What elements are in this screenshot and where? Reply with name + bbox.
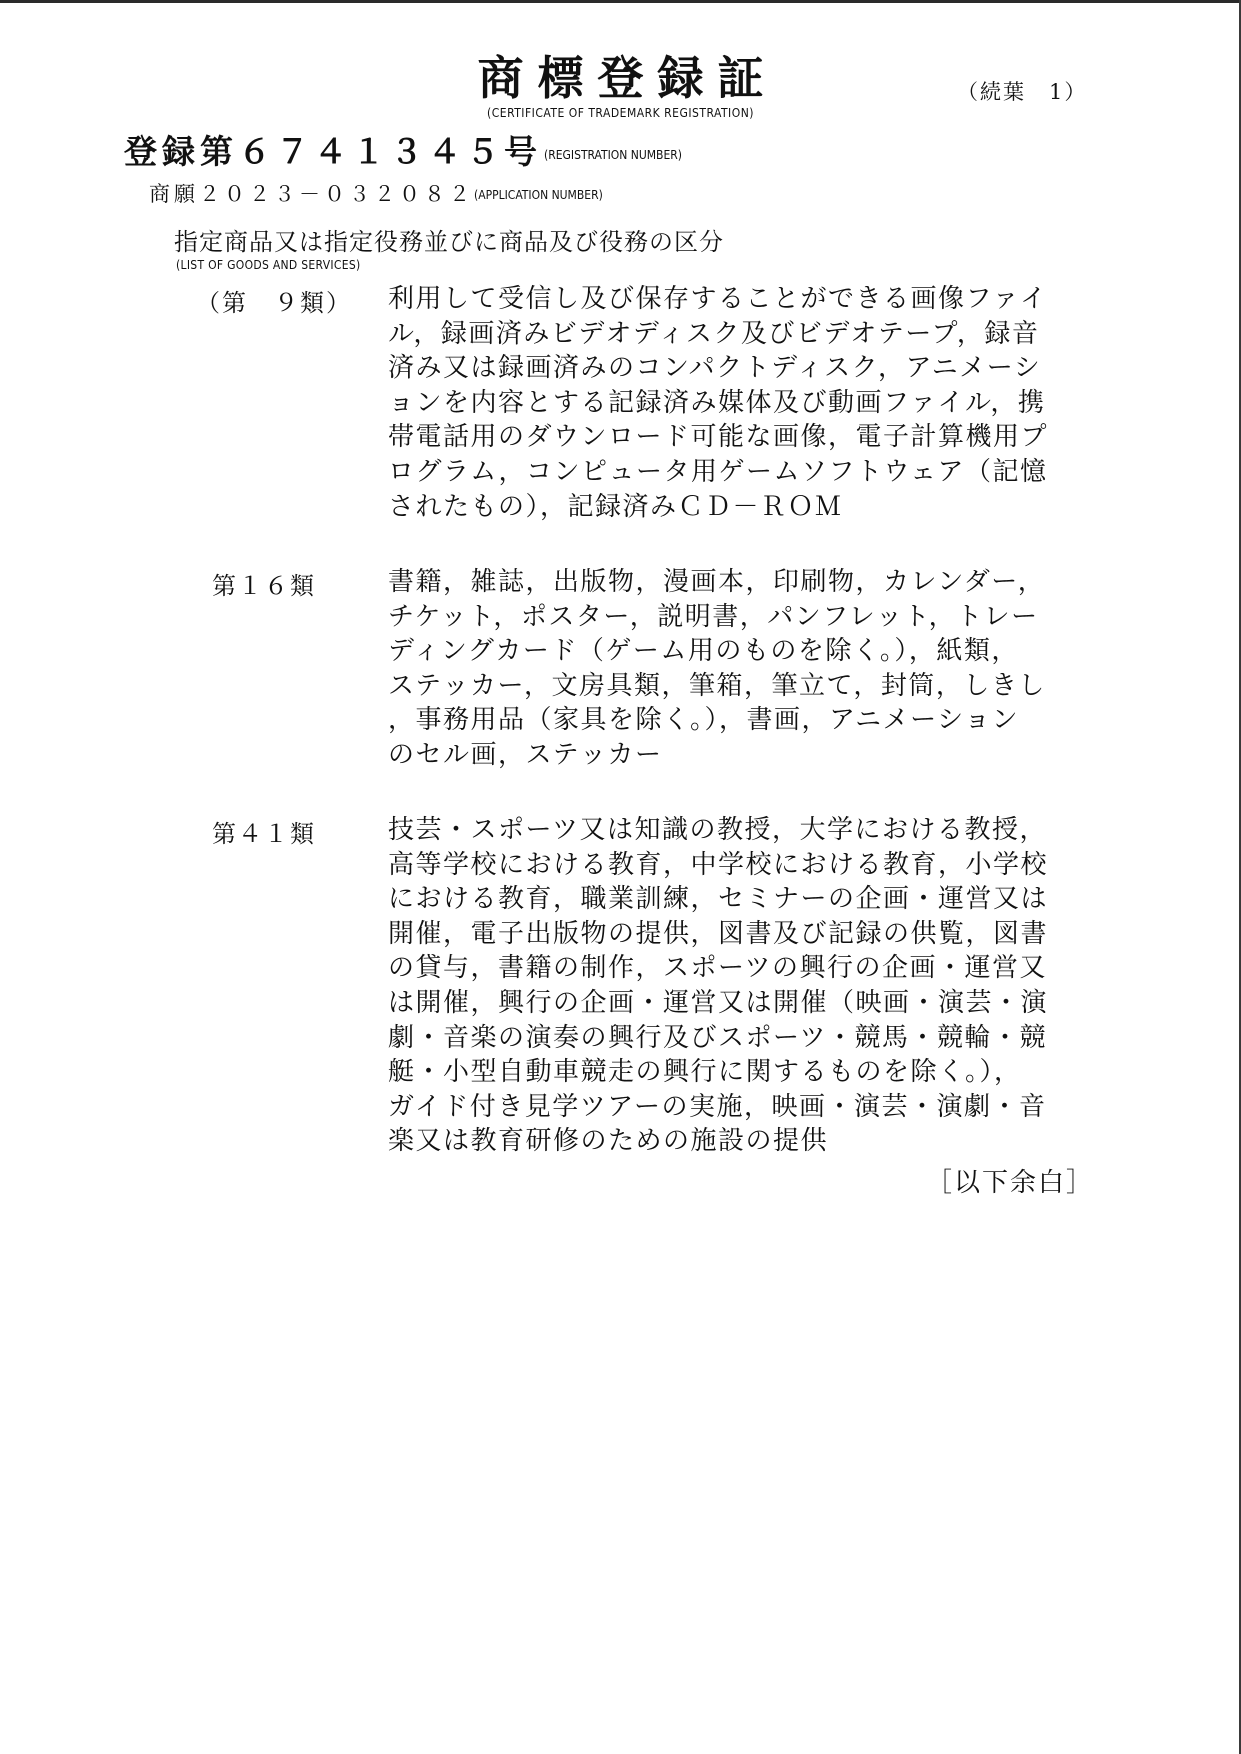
class-41-line: 高等学校における教育，中学校における教育，小学校 (388, 849, 1049, 880)
page-edge-top (0, 0, 1241, 3)
goods-services-heading-en: (LIST OF GOODS AND SERVICES) (176, 258, 361, 272)
class-41-line: ガイド付き見学ツアーの実施，映画・演芸・演劇・音 (388, 1091, 1047, 1122)
class-9-line: 済み又は録画済みのコンパクトディスク，アニメーシ (388, 353, 1042, 384)
class-41-line: 劇・音楽の演奏の興行及びスポーツ・競馬・競輪・競 (388, 1022, 1047, 1053)
class-41-line: の貸与，書籍の制作，スポーツの興行の企画・運営又 (388, 953, 1047, 984)
registration-number-en: (REGISTRATION NUMBER) (544, 148, 682, 162)
registration-line (124, 126, 682, 173)
certificate-title: 商標登録証 (477, 51, 778, 105)
application-line (149, 178, 603, 208)
class-16-line: のセル画，ステッカー (388, 739, 663, 770)
class-description-16 (388, 565, 1088, 773)
class-label-16: 第１６類 (212, 572, 316, 600)
class-41-line: は開催，興行の企画・運営又は開催（映画・演芸・演 (388, 987, 1049, 1018)
class-9-line: ル，録画済みビデオディスク及びビデオテープ，録音 (388, 318, 1040, 349)
class-label-9: （第 ９類） (196, 289, 352, 317)
certificate-title-en: (CERTIFICATE OF TRADEMARK REGISTRATION) (487, 106, 754, 120)
goods-services-heading: 指定商品又は指定役務並びに商品及び役務の区分 (174, 228, 724, 256)
class-16-line: ディングカード（ゲーム用のものを除く。），紙類， (388, 636, 1019, 667)
class-description-9 (388, 282, 1088, 524)
class-9-line: ログラム，コンピュータ用ゲームソフトウェア（記憶 (388, 456, 1048, 487)
class-41-line: 艇・小型自動車競走の興行に関するものを除く。）， (388, 1057, 1022, 1088)
class-9-line: 帯電話用のダウンロード可能な画像，電子計算機用プ (388, 422, 1049, 453)
registration-number: 登録第６７４１３４５号 (124, 132, 542, 171)
class-16-line: チケット，ポスター，説明書，パンフレット，トレー (388, 601, 1039, 632)
class-16-line: ，事務用品（家具を除く。），書画，アニメーション (388, 705, 1020, 736)
end-of-content-mark: ［以下余白］ (926, 1168, 1095, 1198)
class-41-line: における教育，職業訓練，セミナーの企画・運営又は (388, 884, 1049, 915)
class-41-line: 技芸・スポーツ又は知識の教授，大学における教授， (388, 815, 1047, 845)
class-41-line: 開催，電子出版物の提供，図書及び記録の供覧，図書 (388, 918, 1049, 949)
class-label-41: 第４１類 (212, 820, 316, 848)
class-16-line: ステッカー，文房具類，筆箱，筆立て，封筒，しきし (388, 670, 1046, 701)
class-9-line: ョンを内容とする記録済み媒体及び動画ファイル，携 (388, 387, 1046, 418)
class-description-41 (388, 813, 1088, 1159)
class-16-line: 書籍，雑誌，出版物，漫画本，印刷物，カレンダー， (388, 567, 1046, 597)
continuation-sheet-label: （続葉 1） (957, 80, 1088, 104)
class-9-line: されたもの），記録済みＣＤ－ＲＯＭ (388, 491, 843, 522)
application-number-en: (APPLICATION NUMBER) (474, 188, 603, 202)
application-number: 商願２０２３－０３２０８２ (149, 182, 474, 206)
class-9-line: 利用して受信し及び保存することができる画像ファイ (388, 284, 1048, 314)
class-41-line: 楽又は教育研修のための施設の提供 (388, 1126, 829, 1157)
